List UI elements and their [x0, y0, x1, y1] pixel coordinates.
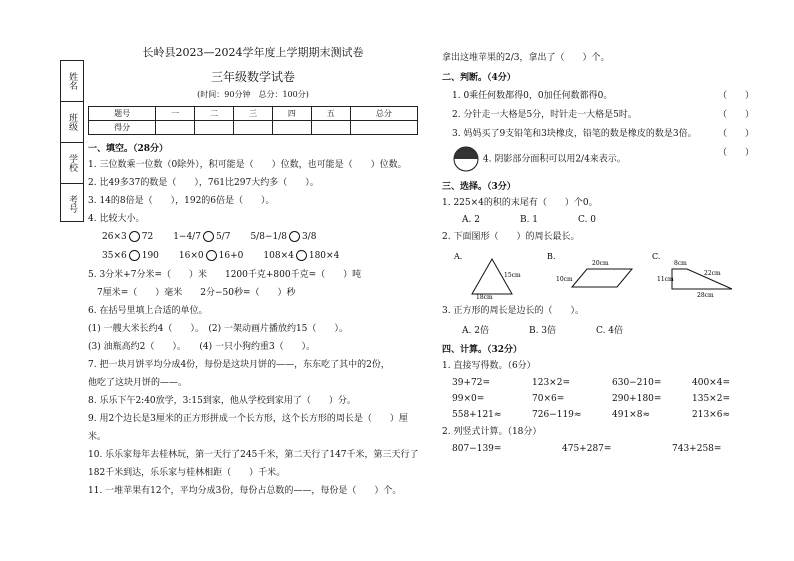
section-heading: 四、计算。（32分）: [442, 345, 523, 355]
exam-subject: 三年级数学试卷: [210, 70, 295, 84]
vertical-calc-grid: 807−139= 475+287= 743+258=: [452, 444, 722, 454]
compare-circle-icon: [129, 231, 140, 242]
judge-item: 3. 妈妈买了9支铅笔和3块橡皮，铅笔的数是橡皮的数是3倍。 （ ）: [452, 129, 754, 139]
question: 9. 用2个边长是3厘米的正方形拼成一个长方形，这个长方形的周长是（ ）厘: [88, 414, 408, 424]
shape-label: 8cm: [674, 260, 687, 267]
table-cell: [311, 121, 350, 135]
compare-item: 35×6 190: [102, 251, 159, 261]
table-cell: [195, 121, 234, 135]
question: 1. 225×4的积的末尾有（ ）个0。: [442, 198, 598, 208]
compare-circle-icon: [296, 250, 307, 261]
table-cell: [156, 121, 195, 135]
shape-label: 18cm: [476, 294, 493, 299]
exam-title: 长岭县2023—2024学年度上学期期末测试卷: [142, 46, 364, 59]
section-heading: 三、选择。（3分）: [442, 182, 516, 192]
judge-item: 2. 分针走一大格是5分，时针走一大格是5时。 （ ）: [452, 110, 754, 120]
student-info-sidebar: [60, 60, 84, 222]
table-row: [89, 121, 418, 135]
question: 4. 比较大小。: [88, 214, 145, 224]
compare-row: [102, 231, 418, 242]
question: 1. 三位数乘一位数（0除外），积可能是（ ）位数，也可能是（ ）位数。: [88, 160, 407, 170]
sidebar-cell: 班级: [61, 102, 83, 143]
compare-item: 108×4 180×4: [263, 251, 340, 261]
score-table: [88, 106, 418, 135]
shape-label: 28cm: [697, 292, 714, 299]
direct-calc-grid: 39+72= 123×2= 630−210= 400×4= 99×0= 70×6= 290+180= 135×2= 558+121≈ 726−119≈ 491×8≈ 213×6≈: [452, 378, 730, 420]
question: 2. 比49多37的数是（ ），761比297大约多（ ）。: [88, 178, 319, 188]
question: 11. 一堆苹果有12个，平均分成3份，每份占总数的——，每份是（ ）个。: [88, 486, 402, 496]
table-cell: 二: [195, 107, 234, 121]
compare-circle-icon: [203, 231, 214, 242]
circle-shaded-icon: [452, 145, 480, 173]
table-cell: [272, 121, 311, 135]
compare-item: 16×0 16+0: [178, 251, 244, 261]
table-cell: 得分: [89, 121, 156, 135]
compare-item: 5/8−1/8 3/8: [250, 232, 317, 242]
shape-label: 15cm: [504, 272, 521, 279]
question: 1. 直接写得数。（6分）: [442, 361, 536, 371]
shape-label: C.: [652, 252, 661, 261]
choice-row: A. 2 B. 1 C. 0: [462, 215, 597, 225]
table-cell: 五: [311, 107, 350, 121]
question: 3. 正方形的周长是边长的（ ）。: [442, 306, 584, 316]
table-cell: [234, 121, 273, 135]
table-cell: 题号: [89, 107, 156, 121]
table-row: [89, 107, 418, 121]
judge-item: 4. 阴影部分面积可以用2/4来表示。 （ ）: [452, 145, 754, 173]
shape-figures: [452, 249, 752, 299]
question: 3. 14的8倍是（ ），192的6倍是（ ）。: [88, 196, 275, 206]
table-cell: [350, 121, 417, 135]
question: 10. 乐乐家每年去桂林玩，第一天行了245千米，第二天行了147千米，第三天行了: [88, 450, 419, 460]
right-column: [442, 52, 754, 460]
choice-row: A. 2倍 B. 3倍 C. 4倍: [462, 326, 624, 336]
question: 米。: [88, 432, 107, 442]
compare-row: [102, 250, 418, 261]
question: 他吃了这块月饼的——。: [88, 378, 188, 388]
table-cell: 四: [272, 107, 311, 121]
question: 2. 列竖式计算。（18分）: [442, 427, 542, 437]
compare-circle-icon: [289, 231, 300, 242]
sidebar-cell: 学校: [61, 143, 83, 184]
question: 拿出这堆苹果的2/3，拿出了（ ）个。: [442, 53, 610, 63]
question: 182千米到达，乐乐家与桂林相距（ ）千米。: [88, 468, 286, 478]
shape-label: B.: [547, 252, 556, 261]
question: 2. 下面图形（ ）的周长最长。: [442, 232, 580, 242]
question: (1) 一艘大米长约4（ ）。 (2) 一架动画片播放约15（ ）。: [88, 324, 348, 334]
shape-label: 10cm: [556, 276, 573, 283]
question: 7厘米=（ ）毫米 2分−50秒=（ ）秒: [88, 288, 296, 298]
shape-label: A.: [454, 252, 463, 261]
shape-label: 20cm: [592, 260, 609, 267]
question: 6. 在括号里填上合适的单位。: [88, 306, 208, 316]
section-heading: 二、判断。（4分）: [442, 73, 516, 83]
judge-item: 1. 0乘任何数都得0，0加任何数都得0。 （ ）: [452, 91, 754, 101]
exam-meta: (时间：90分钟 总分：100分): [197, 90, 309, 99]
question: 7. 把一块月饼平均分成4份，每份是这块月饼的——，东东吃了其中的2份，: [88, 360, 390, 370]
compare-item: 1−4/7 5/7: [173, 232, 231, 242]
question: 8. 乐乐下午2:40放学，3:15到家，他从学校到家用了（ ）分。: [88, 396, 356, 406]
left-column: [88, 44, 418, 503]
shape-label: 11cm: [657, 276, 674, 283]
compare-circle-icon: [206, 250, 217, 261]
sidebar-cell: 考号: [67, 195, 77, 213]
question: 5. 3分米+7分米=（ ）米 1200千克+800千克=（ ）吨: [88, 270, 362, 280]
section-heading: 一、填空。（28分）: [88, 144, 169, 154]
table-cell: 总分: [350, 107, 417, 121]
compare-item: 26×3 72: [102, 232, 154, 242]
compare-circle-icon: [129, 250, 140, 261]
sidebar-cell: 姓名: [61, 61, 83, 102]
table-cell: 三: [234, 107, 273, 121]
shape-options: [452, 249, 754, 299]
question: (3) 油瓶高约2（ ）。 (4) 一只小狗约重3（ ）。: [88, 342, 316, 352]
table-cell: 一: [156, 107, 195, 121]
shape-label: 22cm: [704, 270, 721, 277]
